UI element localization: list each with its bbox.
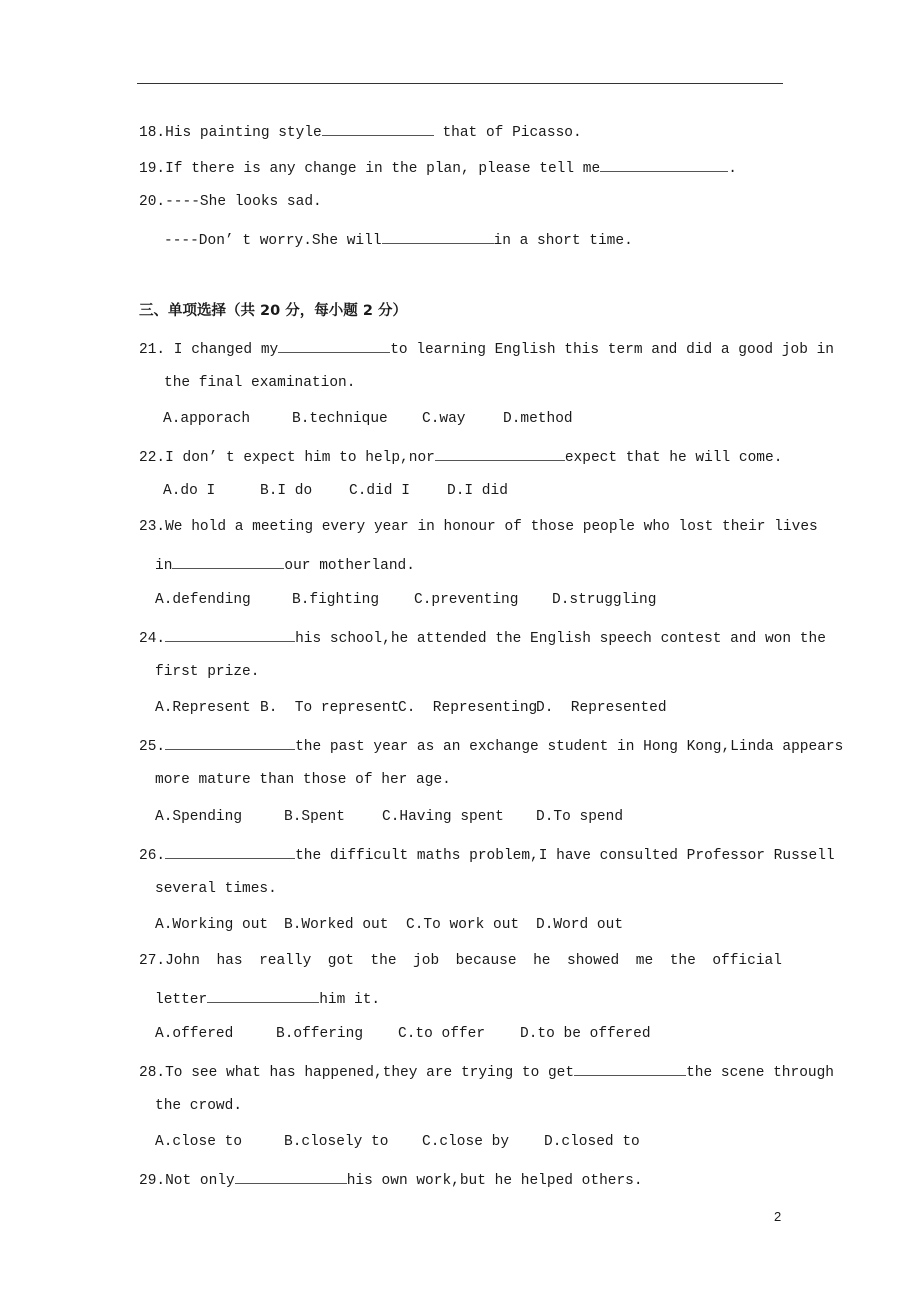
question-26-cont: several times. (155, 881, 277, 897)
question-number-and-word: 27.John (139, 953, 200, 969)
question-25 (139, 735, 843, 756)
question-number: 25. (139, 739, 166, 755)
word: the (370, 953, 397, 969)
option-d[interactable]: D.to be offered (520, 1026, 651, 1042)
question-text: that of Picasso. (433, 125, 582, 141)
option-c[interactable]: C.preventing (414, 592, 519, 608)
option-b[interactable]: B.I do (260, 483, 313, 499)
question-27-cont (155, 988, 380, 1009)
question-text: We hold a meeting every year in honour of those people who lost their lives (165, 519, 818, 535)
option-d[interactable]: D.method (503, 411, 573, 427)
word: he (533, 953, 551, 969)
question-25-cont: more mature than those of her age. (155, 772, 451, 788)
header-rule (137, 83, 783, 84)
question-text: in a short time. (493, 233, 633, 249)
word: the (669, 953, 696, 969)
question-text: ----Don’ t worry.She will (164, 233, 382, 249)
answer-blank[interactable] (278, 338, 390, 353)
question-29 (139, 1169, 643, 1190)
option-a[interactable]: A.Represent (155, 700, 251, 716)
question-21 (139, 338, 834, 359)
answer-blank[interactable] (172, 554, 284, 569)
question-number: 26. (139, 848, 166, 864)
question-23-cont (155, 554, 415, 575)
answer-blank[interactable] (165, 627, 295, 642)
option-a[interactable]: A.defending (155, 592, 251, 608)
answer-blank[interactable] (207, 988, 319, 1003)
question-text: his own work,but he helped others. (346, 1173, 643, 1189)
option-d[interactable]: D. Represented (536, 700, 667, 716)
word: job (413, 953, 440, 969)
option-b[interactable]: B.closely to (284, 1134, 389, 1150)
question-22 (139, 446, 782, 467)
question-21-cont: the final examination. (164, 375, 356, 391)
question-20 (139, 193, 322, 211)
question-number: 24. (139, 631, 166, 647)
answer-blank[interactable] (165, 844, 295, 859)
option-c[interactable]: C.close by (422, 1134, 510, 1150)
option-d[interactable]: D.I did (447, 483, 508, 499)
question-text: To see what has happened,they are trying to get (165, 1065, 575, 1081)
word: official (712, 953, 782, 969)
word: showed (567, 953, 620, 969)
question-text: the difficult maths problem,I have consulted Professor Russell (295, 848, 835, 864)
answer-blank[interactable] (165, 735, 295, 750)
page-number: 2 (774, 1209, 782, 1224)
option-d[interactable]: D.struggling (552, 592, 657, 608)
answer-blank[interactable] (382, 229, 494, 244)
question-text: him it. (319, 992, 381, 1008)
question-number: 21. (139, 342, 166, 358)
word: really (259, 953, 312, 969)
word: because (455, 953, 517, 969)
question-number: 19. (139, 161, 166, 177)
answer-blank[interactable] (574, 1061, 686, 1076)
option-a[interactable]: A.apporach (163, 411, 251, 427)
question-text: the past year as an exchange student in Hong Kong,Linda appears (295, 739, 844, 755)
question-text: the scene through (686, 1065, 835, 1081)
question-24-cont: first prize. (155, 664, 260, 680)
option-d[interactable]: D.To spend (536, 809, 624, 825)
option-b[interactable]: B.Spent (284, 809, 345, 825)
answer-blank[interactable] (235, 1169, 347, 1184)
option-d[interactable]: D.closed to (544, 1134, 640, 1150)
option-a[interactable]: A.offered (155, 1026, 234, 1042)
question-number: 18. (139, 125, 166, 141)
question-number: 22. (139, 450, 166, 466)
option-a[interactable]: A.Working out (155, 917, 269, 933)
word: got (327, 953, 354, 969)
question-text: his school,he attended the English speech contest and won the (295, 631, 826, 647)
word: me (635, 953, 654, 969)
section-heading: 三、单项选择（共 20 分，每小题 2 分） (139, 303, 407, 319)
question-number: 20. (139, 194, 166, 210)
question-text: I don’ t expect him to help,nor (165, 450, 435, 466)
option-d[interactable]: D.Word out (536, 917, 624, 933)
question-23 (139, 518, 818, 536)
question-text: expect that he will come. (564, 450, 783, 466)
option-b[interactable]: B.offering (276, 1026, 364, 1042)
option-c[interactable]: C.Having spent (382, 809, 504, 825)
question-19 (139, 157, 737, 178)
question-text: Not only (165, 1173, 235, 1189)
option-a[interactable]: A.do I (163, 483, 216, 499)
option-c[interactable]: C.did I (349, 483, 410, 499)
question-26 (139, 844, 835, 865)
question-text: If there is any change in the plan, please tell me (165, 161, 601, 177)
option-a[interactable]: A.close to (155, 1134, 243, 1150)
question-text: His painting style (165, 125, 322, 141)
option-b[interactable]: B.technique (292, 411, 388, 427)
question-28 (139, 1061, 834, 1082)
question-20-reply (164, 229, 633, 250)
question-text: to learning English this term and did a good job in (390, 342, 835, 358)
option-c[interactable]: C.To work out (406, 917, 520, 933)
option-b[interactable]: B.Worked out (284, 917, 389, 933)
question-27 (139, 952, 782, 970)
question-number: 28. (139, 1065, 166, 1081)
question-text: our motherland. (284, 558, 415, 574)
question-text: ----She looks sad. (165, 194, 322, 210)
option-a[interactable]: A.Spending (155, 809, 243, 825)
question-text: letter (155, 992, 208, 1008)
question-text: . (728, 161, 737, 177)
option-b[interactable]: B.fighting (292, 592, 380, 608)
question-number: 23. (139, 519, 166, 535)
question-24 (139, 627, 826, 648)
word: has (216, 953, 243, 969)
question-text: in (155, 558, 173, 574)
option-c[interactable]: C. Representing (398, 700, 538, 716)
question-number: 29. (139, 1173, 166, 1189)
answer-blank[interactable] (322, 121, 434, 136)
option-b[interactable]: B. To represent (260, 700, 400, 716)
answer-blank[interactable] (435, 446, 565, 461)
option-c[interactable]: C.way (422, 411, 466, 427)
question-18 (139, 121, 582, 142)
option-c[interactable]: C.to offer (398, 1026, 486, 1042)
question-28-cont: the crowd. (155, 1098, 243, 1114)
question-text: I changed my (165, 342, 279, 358)
answer-blank[interactable] (600, 157, 728, 172)
